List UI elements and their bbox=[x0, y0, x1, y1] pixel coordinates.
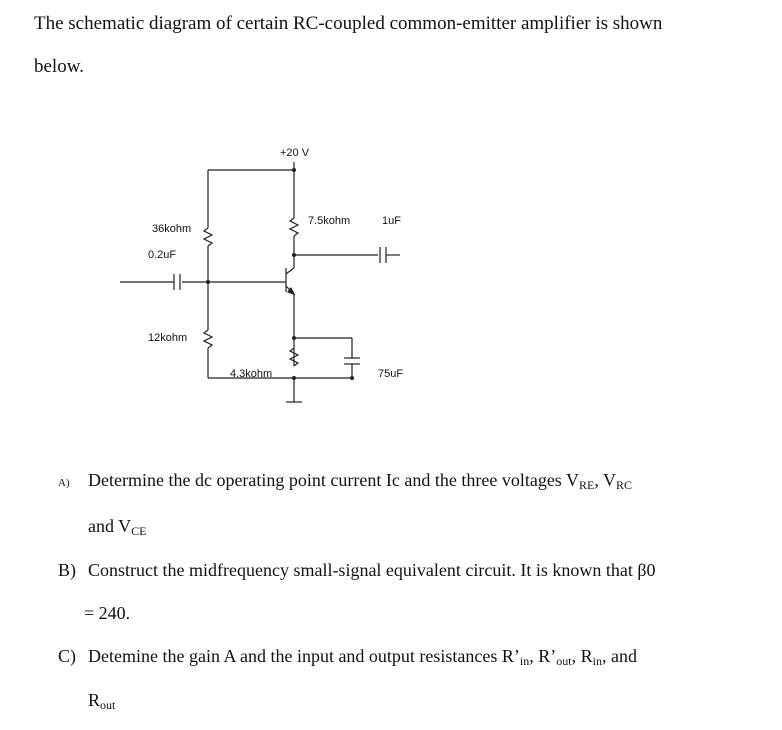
question-c-sub-out-2: out bbox=[100, 698, 116, 712]
question-c bbox=[58, 646, 637, 669]
question-c-text-4: , and bbox=[601, 646, 637, 666]
question-c-label: C) bbox=[58, 646, 76, 666]
cin-label: 0.2uF bbox=[148, 249, 177, 261]
question-b bbox=[58, 560, 656, 581]
question-b-line-2: = 240. bbox=[84, 603, 131, 623]
question-b-label: B) bbox=[58, 560, 76, 580]
resistor-rb1-symbol bbox=[204, 228, 212, 246]
rc-label: 7.5kohm bbox=[308, 215, 351, 227]
question-c-text-2: , R’ bbox=[529, 646, 557, 666]
supply-label: +20 V bbox=[280, 147, 310, 159]
question-a-sub-re: RE bbox=[578, 478, 595, 492]
question-a-sep: , V bbox=[594, 470, 617, 490]
resistor-rb2-symbol bbox=[204, 330, 212, 348]
question-a-text: Determine the dc operating point current Ic and the three voltages V bbox=[88, 470, 579, 490]
problem-intro bbox=[34, 13, 663, 77]
ce-label: 75uF bbox=[378, 368, 404, 380]
question-a-line2-text: and V bbox=[88, 516, 132, 536]
question-b-text: Construct the midfrequency small-signal equivalent circuit. It is known that β0 bbox=[88, 560, 656, 580]
question-c-line-2 bbox=[88, 690, 115, 713]
question-a-sub-rc: RC bbox=[616, 478, 633, 492]
question-c-text-3: , R bbox=[571, 646, 593, 666]
question-c-sub-in-2: in bbox=[592, 654, 602, 668]
resistor-rc-symbol bbox=[290, 218, 298, 236]
question-a-line-2 bbox=[88, 516, 147, 539]
question-c-text-1: Detemine the gain A and the input and output resistances R’ bbox=[88, 646, 520, 666]
rb1-label: 36kohm bbox=[152, 223, 192, 235]
question-c-line2-text: R bbox=[88, 690, 101, 710]
cout-label: 1uF bbox=[382, 215, 401, 227]
amplifier-schematic bbox=[100, 140, 440, 430]
question-c-sub-in-1: in bbox=[519, 654, 530, 668]
re-label: 4.3kohm bbox=[230, 368, 273, 380]
intro-line-1: The schematic diagram of certain RC-coupled common-emitter amplifier is shown bbox=[34, 13, 663, 34]
rb2-label: 12kohm bbox=[148, 332, 188, 344]
question-a-sub-ce: CE bbox=[131, 524, 147, 538]
question-a bbox=[58, 470, 632, 493]
intro-line-2: below. bbox=[34, 56, 84, 77]
question-a-label: A) bbox=[58, 477, 70, 489]
question-c-sub-out-1: out bbox=[556, 654, 572, 668]
